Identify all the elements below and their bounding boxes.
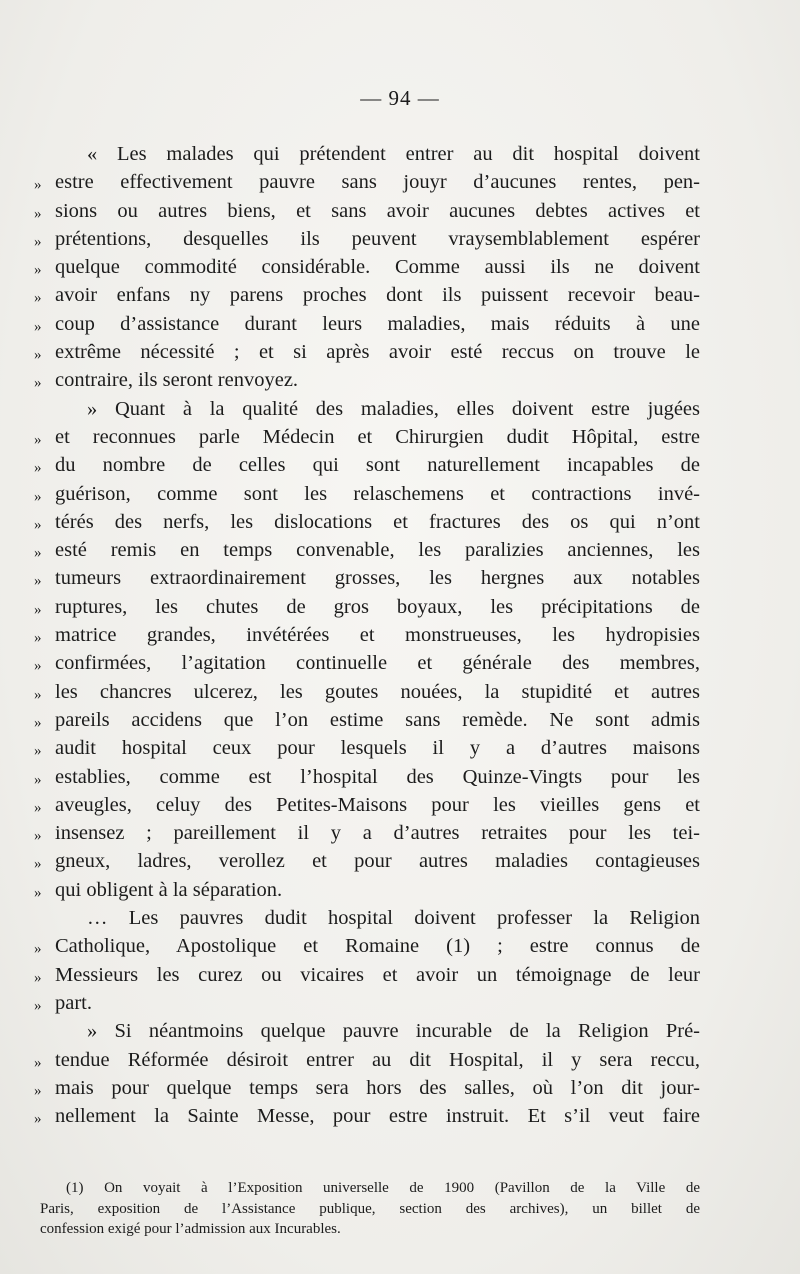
quote-mark: » — [34, 262, 42, 279]
quote-mark: » — [34, 743, 42, 760]
quote-mark: » — [34, 799, 42, 816]
text-line — [34, 734, 700, 762]
quote-mark: » — [34, 573, 42, 590]
text-line — [34, 621, 700, 649]
text-line — [34, 1046, 700, 1074]
quote-mark — [34, 904, 55, 932]
text-line — [34, 366, 700, 394]
quote-mark — [34, 395, 55, 423]
line-text: nellement la Sainte Messe, pour estre instruit. Et s’il veut faire — [55, 1105, 700, 1128]
quote-mark: » — [34, 431, 42, 448]
text-line — [34, 649, 700, 677]
text-line — [34, 423, 700, 451]
text-line — [34, 989, 700, 1017]
text-line — [34, 791, 700, 819]
text-line — [34, 876, 700, 904]
quote-mark: » — [34, 460, 42, 477]
line-text: térés des nerfs, les dislocations et fractures des os qui n’ont — [55, 510, 700, 533]
text-line — [34, 932, 700, 960]
text-line — [34, 1074, 700, 1102]
quote-mark: » — [34, 941, 42, 958]
text-line — [34, 961, 700, 989]
footnote-line: confession exigé pour l’admission aux Incurables. — [40, 1221, 341, 1237]
body-text — [34, 140, 700, 1130]
footnote — [40, 1178, 700, 1240]
text-line — [34, 168, 700, 196]
quote-mark: » — [34, 828, 42, 845]
text-line — [34, 763, 700, 791]
line-text: gneux, ladres, verollez et pour autres maladies contagieuses — [55, 850, 700, 873]
line-text: extrême nécessité ; et si après avoir esté reccus on trouve le — [55, 341, 700, 364]
quote-mark: » — [34, 318, 42, 335]
text-line — [34, 819, 700, 847]
text-line — [34, 140, 700, 168]
text-line — [34, 338, 700, 366]
quote-mark: » — [34, 205, 42, 222]
text-line — [34, 225, 700, 253]
line-text: avoir enfans ny parens proches dont ils puissent recevoir beau- — [55, 284, 700, 307]
line-text: qui obligent à la séparation. — [55, 878, 283, 901]
text-line — [34, 480, 700, 508]
text-line — [34, 904, 700, 932]
text-line — [34, 1102, 700, 1130]
line-text: et reconnues parle Médecin et Chirurgien dudit Hôpital, estre — [55, 425, 700, 448]
text-line — [34, 847, 700, 875]
line-text: guérison, comme sont les relaschemens et contractions invé- — [55, 482, 700, 505]
text-line — [34, 564, 700, 592]
text-line — [34, 1017, 700, 1045]
page-number: — 94 — — [360, 86, 440, 110]
quote-mark: » — [34, 375, 42, 392]
line-text: establies, comme est l’hospital des Quinze-Vingts pour les — [55, 765, 700, 788]
line-text: estre effectivement pauvre sans jouyr d’aucunes rentes, pen- — [55, 171, 700, 194]
quote-mark: » — [34, 686, 42, 703]
quote-mark: » — [34, 658, 42, 675]
line-text: confirmées, l’agitation continuelle et générale des membres, — [55, 652, 700, 675]
quote-mark: » — [34, 969, 42, 986]
quote-mark: » — [34, 884, 42, 901]
line-text: Catholique, Apostolique et Romaine (1) ; estre connus de — [55, 935, 700, 958]
text-line — [34, 310, 700, 338]
text-line — [34, 593, 700, 621]
text-line — [34, 536, 700, 564]
quote-mark: » — [34, 516, 42, 533]
quote-mark — [34, 140, 55, 168]
quote-mark: » — [34, 347, 42, 364]
line-text: tendue Réformée désiroit entrer au dit Hospital, il y sera reccu, — [55, 1048, 700, 1071]
line-text: tumeurs extraordinairement grosses, les hergnes aux notables — [55, 567, 700, 590]
line-text: … Les pauvres dudit hospital doivent professer la Religion — [87, 907, 700, 930]
text-line — [34, 706, 700, 734]
line-text: » Quant à la qualité des maladies, elles doivent estre jugées — [87, 397, 700, 420]
line-text: matrice grandes, invétérées et monstrueuses, les hydropisies — [55, 624, 700, 647]
line-text: esté remis en temps convenable, les paralizies anciennes, les — [55, 539, 700, 562]
line-text: mais pour quelque temps sera hors des salles, où l’on dit jour- — [55, 1076, 700, 1099]
line-text: aveugles, celuy des Petites-Maisons pour les vieilles gens et — [55, 793, 700, 816]
line-text: contraire, ils seront renvoyez. — [55, 369, 299, 392]
text-line — [34, 197, 700, 225]
quote-mark: » — [34, 1054, 42, 1071]
quote-mark: » — [34, 177, 42, 194]
text-line — [34, 508, 700, 536]
line-text: du nombre de celles qui sont naturellement incapables de — [55, 454, 700, 477]
line-text: » Si néantmoins quelque pauvre incurable de la Religion Pré- — [87, 1020, 700, 1043]
quote-mark: » — [34, 233, 42, 250]
line-text: les chancres ulcerez, les goutes nouées, la stupidité et autres — [55, 680, 700, 703]
text-line — [34, 395, 700, 423]
footnote-line: (1) On voyait à l’Exposition universelle de 1900 (Pavillon de la Ville de — [66, 1180, 700, 1196]
footnote-line: Paris, exposition de l’Assistance publique, section des archives), un billet de — [40, 1200, 700, 1217]
line-text: pareils accidens que l’on estime sans remède. Ne sont admis — [55, 708, 700, 731]
quote-mark: » — [34, 488, 42, 505]
text-line — [34, 253, 700, 281]
line-text: insensez ; pareillement il y a d’autres retraites pour les tei- — [55, 822, 700, 845]
quote-mark: » — [34, 1111, 42, 1128]
line-text: sions ou autres biens, et sans avoir aucunes debtes actives et — [55, 199, 700, 222]
quote-mark: » — [34, 290, 42, 307]
text-line — [34, 281, 700, 309]
line-text: Messieurs les curez ou vicaires et avoir un témoignage de leur — [55, 963, 700, 986]
line-text: ruptures, les chutes de gros boyaux, les précipitations de — [55, 595, 700, 618]
line-text: « Les malades qui prétendent entrer au dit hospital doivent — [87, 143, 700, 165]
quote-mark: » — [34, 601, 42, 618]
quote-mark: » — [34, 997, 42, 1014]
text-line — [34, 678, 700, 706]
quote-mark: » — [34, 545, 42, 562]
line-text: coup d’assistance durant leurs maladies, mais réduits à une — [55, 312, 700, 335]
line-text: part. — [55, 991, 92, 1014]
line-text: quelque commodité considérable. Comme aussi ils ne doivent — [55, 256, 700, 279]
quote-mark: » — [34, 771, 42, 788]
quote-mark: » — [34, 1082, 42, 1099]
quote-mark: » — [34, 856, 42, 873]
line-text: audit hospital ceux pour lesquels il y a d’autres maisons — [55, 737, 700, 760]
quote-mark — [34, 1017, 55, 1045]
quote-mark: » — [34, 714, 42, 731]
line-text: prétentions, desquelles ils peuvent vraysemblablement espérer — [55, 227, 700, 250]
text-line — [34, 451, 700, 479]
quote-mark: » — [34, 630, 42, 647]
